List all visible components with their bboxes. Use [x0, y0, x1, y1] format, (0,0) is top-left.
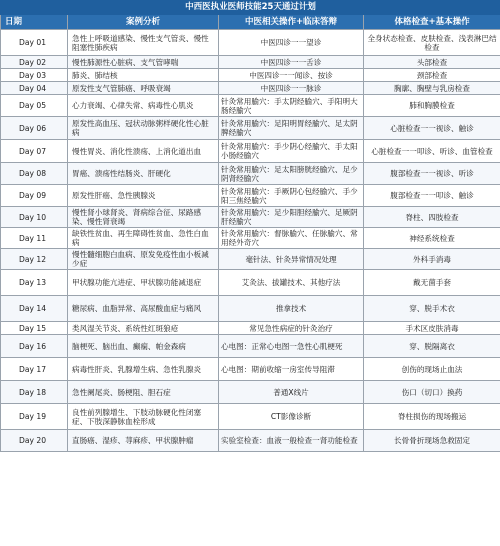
- day-cell: Day 08: [1, 163, 68, 185]
- case-cell: 类风湿关节炎、系统性红斑狼疮: [68, 322, 219, 335]
- day-cell: Day 07: [1, 140, 68, 163]
- exam-cell: 脊柱损伤的现场搬运: [364, 404, 500, 430]
- plan-body: [1, 30, 500, 452]
- tcm-cell: 中医四诊一一脉诊: [219, 82, 364, 95]
- table-row: [1, 56, 500, 69]
- table-title: 中西医执业医师技能25天通过计划: [1, 1, 500, 15]
- day-cell: Day 05: [1, 95, 68, 117]
- case-cell: 急性阑尾炎、肠梗阻、胆石症: [68, 381, 219, 404]
- table-row: [1, 335, 500, 358]
- day-cell: Day 14: [1, 296, 68, 322]
- exam-cell: 戴无菌手套: [364, 270, 500, 296]
- case-cell: 原发性高血压、冠状动脉粥样硬化性心脏病: [68, 117, 219, 140]
- tcm-cell: 中医四诊一一望诊: [219, 30, 364, 56]
- day-cell: Day 10: [1, 207, 68, 228]
- exam-cell: 穿、脱隔离衣: [364, 335, 500, 358]
- day-cell: Day 01: [1, 30, 68, 56]
- column-header-tcm: 中医相关操作+临床答辩: [219, 15, 364, 30]
- exam-cell: 神经系统检查: [364, 228, 500, 249]
- case-cell: 慢性肺源性心脏病、支气管哮喘: [68, 56, 219, 69]
- table-row: [1, 381, 500, 404]
- tcm-cell: 常见急性病症的针灸治疗: [219, 322, 364, 335]
- table-row: [1, 30, 500, 56]
- exam-cell: 腹部检查一一叩诊、触诊: [364, 185, 500, 207]
- column-header-case: 案例分析: [68, 15, 219, 30]
- table-row: [1, 140, 500, 163]
- exam-cell: 颈部检查: [364, 69, 500, 82]
- table-row: [1, 358, 500, 381]
- table-row: [1, 322, 500, 335]
- exam-cell: 心脏检查一一叩诊、听诊、血管检查: [364, 140, 500, 163]
- table-row: [1, 270, 500, 296]
- tcm-cell: 针灸常用腧穴：足阳明胃经腧穴、足太阴脾经腧穴: [219, 117, 364, 140]
- day-cell: Day 02: [1, 56, 68, 69]
- exam-cell: 肺和胸膜检查: [364, 95, 500, 117]
- case-cell: 急性上呼吸道感染、慢性支气管炎、慢性阻塞性肺疾病: [68, 30, 219, 56]
- day-cell: Day 15: [1, 322, 68, 335]
- tcm-cell: 推拿技术: [219, 296, 364, 322]
- tcm-cell: 心电图：期前收缩一房室传导阻滞: [219, 358, 364, 381]
- table-row: [1, 185, 500, 207]
- day-cell: Day 09: [1, 185, 68, 207]
- exam-cell: 穿、脱手术衣: [364, 296, 500, 322]
- tcm-cell: 针灸常用腧穴：督脉腧穴、任脉腧穴、常用经外奇穴: [219, 228, 364, 249]
- tcm-cell: 针灸常用腧穴：手厥阴心包经腧穴、手少阳三焦经腧穴: [219, 185, 364, 207]
- case-cell: 胃癌、溃疡性结肠炎、肝硬化: [68, 163, 219, 185]
- exam-cell: 手术区皮肤消毒: [364, 322, 500, 335]
- day-cell: Day 11: [1, 228, 68, 249]
- case-cell: 肺炎、肺结核: [68, 69, 219, 82]
- day-cell: Day 20: [1, 430, 68, 452]
- table-row: [1, 163, 500, 185]
- table-row: [1, 228, 500, 249]
- exam-cell: 头部检查: [364, 56, 500, 69]
- table-row: [1, 207, 500, 228]
- tcm-cell: 针灸常用腧穴：足太阳膀胱经腧穴、足少阴肾经腧穴: [219, 163, 364, 185]
- case-cell: 良性前列腺增生、下肢动脉硬化性闭塞症、下肢深静脉血栓形成: [68, 404, 219, 430]
- tcm-cell: CT影像诊断: [219, 404, 364, 430]
- tcm-cell: 毫针法、针灸异常情况处理: [219, 249, 364, 270]
- case-cell: 慢性胃炎、消化性溃疡、上消化道出血: [68, 140, 219, 163]
- case-cell: 原发性支气管肺癌、呼吸衰竭: [68, 82, 219, 95]
- header-row: [1, 15, 500, 30]
- table-row: [1, 296, 500, 322]
- day-cell: Day 06: [1, 117, 68, 140]
- case-cell: 病毒性肝炎、乳腺增生病、急性乳腺炎: [68, 358, 219, 381]
- case-cell: 直肠癌、湿疹、荨麻疹、甲状腺肿瘤: [68, 430, 219, 452]
- table-row: [1, 430, 500, 452]
- case-cell: 原发性肝癌、急性胰腺炎: [68, 185, 219, 207]
- exam-cell: 创伤的现场止血法: [364, 358, 500, 381]
- tcm-cell: 针灸常用腧穴：手太阴经腧穴、手阳明大肠经腧穴: [219, 95, 364, 117]
- day-cell: Day 03: [1, 69, 68, 82]
- exam-cell: 全身状态检查、皮肤检查、浅表淋巴结检查: [364, 30, 500, 56]
- tcm-cell: 艾灸法、拔罐技术、其他疗法: [219, 270, 364, 296]
- exam-cell: 胸廓、胸壁与乳房检查: [364, 82, 500, 95]
- exam-cell: 脊柱、四肢检查: [364, 207, 500, 228]
- tcm-cell: 针灸常用腧穴：足少阳胆经腧穴、足厥阴肝经腧穴: [219, 207, 364, 228]
- tcm-cell: 中医四诊一一舌诊: [219, 56, 364, 69]
- day-cell: Day 12: [1, 249, 68, 270]
- title-row: [1, 1, 500, 15]
- tcm-cell: 针灸常用腧穴：手少阴心经腧穴、手太阳小肠经腧穴: [219, 140, 364, 163]
- case-cell: 缺铁性贫血、再生障碍性贫血、急性白血病: [68, 228, 219, 249]
- day-cell: Day 17: [1, 358, 68, 381]
- tcm-cell: 实验室检查：血液一般检查一肾功能检查: [219, 430, 364, 452]
- case-cell: 糖尿病、血脂异常、高尿酸血症与痛风: [68, 296, 219, 322]
- tcm-cell: 心电图：正常心电图一急性心肌梗死: [219, 335, 364, 358]
- table-row: [1, 404, 500, 430]
- case-cell: 脑梗死、脑出血、癫痫、帕金森病: [68, 335, 219, 358]
- case-cell: 甲状腺功能亢进症、甲状腺功能减退症: [68, 270, 219, 296]
- case-cell: 慢性肾小球肾炎、肾病综合征、尿路感染、慢性肾衰竭: [68, 207, 219, 228]
- table-row: [1, 95, 500, 117]
- tcm-cell: 普通X线片: [219, 381, 364, 404]
- exam-cell: 外科手消毒: [364, 249, 500, 270]
- table-row: [1, 69, 500, 82]
- column-header-date: 日期: [1, 15, 68, 30]
- table-row: [1, 82, 500, 95]
- day-cell: Day 04: [1, 82, 68, 95]
- day-cell: Day 18: [1, 381, 68, 404]
- case-cell: 慢性髓细胞白血病、原发免疫性血小板减少症: [68, 249, 219, 270]
- exam-cell: 长骨骨折现场急救固定: [364, 430, 500, 452]
- table-row: [1, 249, 500, 270]
- exam-cell: 腹部检查一一视诊、听诊: [364, 163, 500, 185]
- table-row: [1, 117, 500, 140]
- column-header-exam: 体格检查+基本操作: [364, 15, 500, 30]
- tcm-cell: 中医四诊一一闻诊、按诊: [219, 69, 364, 82]
- case-cell: 心力衰竭、心律失常、病毒性心肌炎: [68, 95, 219, 117]
- day-cell: Day 19: [1, 404, 68, 430]
- day-cell: Day 16: [1, 335, 68, 358]
- exam-cell: 心脏检查一一视诊、触诊: [364, 117, 500, 140]
- day-cell: Day 13: [1, 270, 68, 296]
- exam-cell: 伤口（切口）换药: [364, 381, 500, 404]
